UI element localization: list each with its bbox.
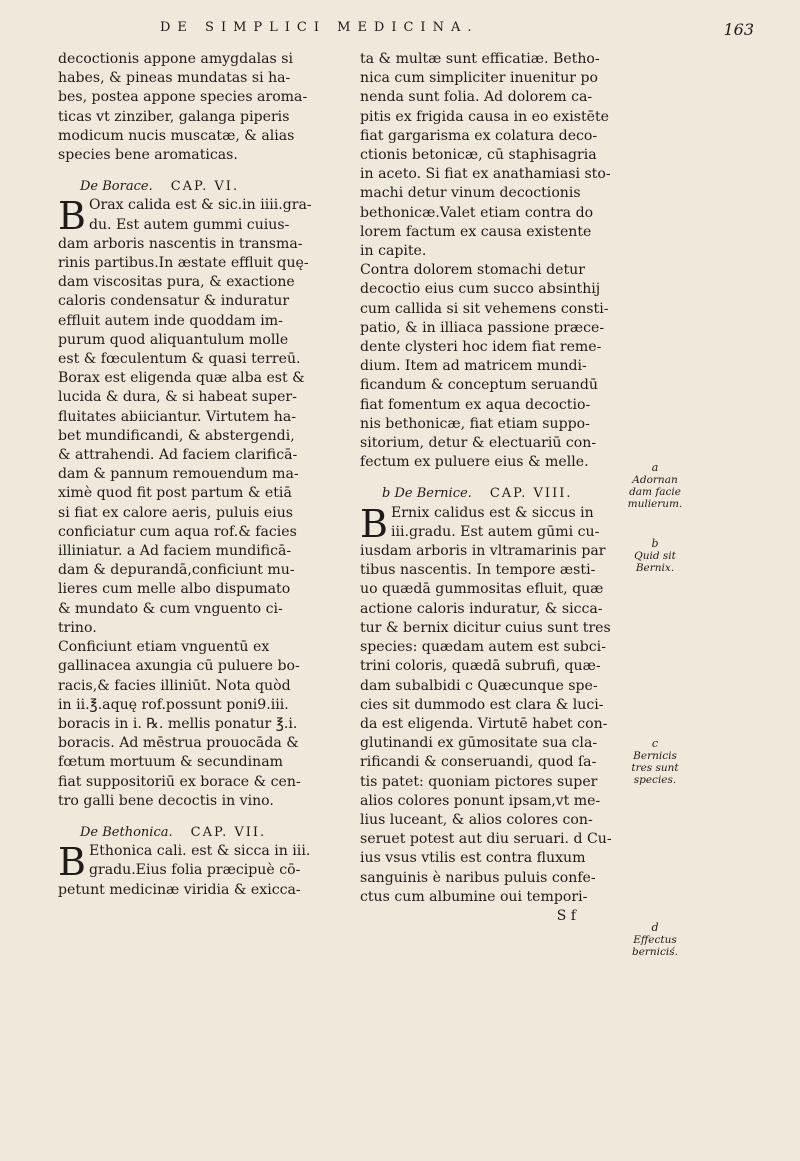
margin-note-letter: a <box>651 461 659 474</box>
text-line: patio, & in illiaca passione præce- <box>360 319 605 336</box>
margin-note-text: Quid sit Bernix. <box>634 550 676 574</box>
text-line: rificandi & conseruandi, quod ſa- <box>360 754 597 771</box>
text-line: bes, postea appone species aroma- <box>58 89 308 106</box>
text-line: fiat gargarisma ex colatura deco- <box>360 127 598 144</box>
intro-paragraph <box>58 50 336 165</box>
text-line: ctus cum albumine oui tempori- <box>360 888 588 905</box>
text-line: tur & bernix dicitur cuius sunt tres <box>360 619 611 636</box>
chapter-text-borax <box>58 235 336 811</box>
margin-note-text: Adornan dam facie mulierum. <box>627 474 683 510</box>
page-number: 163 <box>723 20 754 39</box>
text-line: & mundato & cum vnguento ci- <box>58 600 283 617</box>
text-line: decoctio eius cum succo absinthij <box>360 281 601 298</box>
text-line: boracis in i. ℞. mellis ponatur ℥.i. <box>58 715 298 732</box>
text-line: species bene aromaticas. <box>58 147 238 164</box>
text-line: gallinacea axungia cū puluere bo- <box>58 658 300 675</box>
chapter-text-bernice <box>360 542 616 907</box>
margin-note-text: Bernicis tres sunt species. <box>631 750 679 786</box>
text-line: racis,& facies illiniūt. Nota quòd <box>58 677 291 694</box>
text-line: in capite. <box>360 243 427 260</box>
text-line: gradu.Eius folia præcipuè cō- <box>88 862 301 879</box>
text-line: dam subalbidi c Quæcunque spe- <box>360 677 598 694</box>
text-line: iusdam arboris in vltramarinis par <box>360 543 606 560</box>
text-line: ta & multæ sunt efficatiæ. Betho- <box>360 51 600 67</box>
text-line: iii.gradu. Est autem gūmi cu- <box>390 523 600 540</box>
text-line: nenda sunt folia. Ad dolorem ca- <box>360 89 593 106</box>
text-line: trino. <box>58 619 97 636</box>
text-line: fiat suppositoriū ex borace & cen- <box>58 773 301 790</box>
text-line: Conficiunt etiam vnguentū ex <box>58 639 270 656</box>
text-line: trini coloris, quædā subrufi, quæ- <box>360 658 601 675</box>
text-line: petunt medicinæ viridia & exicca- <box>58 881 301 898</box>
text-line: ctionis betonicæ, cū staphisagria <box>360 147 597 164</box>
chapter-text-bethonica <box>58 881 336 900</box>
margin-note-letter: c <box>651 737 659 750</box>
text-line: est & fœculentum & quasi terreū. <box>58 351 301 368</box>
text-line: dente clysteri hoc idem fiat reme- <box>360 339 602 356</box>
text-line: purum quod aliquantulum molle <box>58 331 289 348</box>
text-line: fectum ex puluere eius & melle. <box>360 454 589 471</box>
text-line: tro galli bene decoctis in vino. <box>58 792 274 809</box>
chapter-number: CAP. VI. <box>170 179 240 195</box>
text-line: ticas vt zinziber, galanga piperis <box>58 108 290 125</box>
left-column <box>58 50 336 900</box>
text-line: modicum nucis muscatæ, & alias <box>58 127 295 144</box>
text-line: actione caloris induratur, & sicca- <box>360 600 603 617</box>
text-line: Borax est eligenda quæ alba est & <box>58 370 305 387</box>
margin-note-d <box>622 922 688 958</box>
text-line: dium. Item ad matricem mundi- <box>360 358 587 375</box>
text-line: tis patet: quoniam pictores super <box>360 773 598 790</box>
text-line: Orax calida est & sic.in iiii.gra- <box>88 197 312 214</box>
text-line: uo quædā gummositas efluit, quæ <box>360 581 604 598</box>
chapter-number: CAP. VIII. <box>489 486 573 502</box>
text-line: alios colores ponunt ipsam,vt me- <box>360 792 601 809</box>
margin-note-letter: b <box>651 537 659 550</box>
margin-note-letter: d <box>651 921 659 934</box>
text-line: machi detur vinum decoctionis <box>360 185 581 202</box>
drop-cap-initial: B <box>58 842 86 881</box>
margin-note-c <box>622 738 688 786</box>
text-line: fœtum mortuum & secundinam <box>58 754 284 771</box>
chapter-heading-bernice <box>360 484 616 503</box>
drop-cap-initial: B <box>58 196 86 235</box>
chapter-letter: b <box>382 486 391 502</box>
text-line: conficiatur cum aqua rof.& facies <box>58 523 297 540</box>
text-line: fiat fomentum ex aqua decoctio- <box>360 396 591 413</box>
text-line: rinis partibus.In æstate effluit quę- <box>58 255 309 272</box>
text-line: dam & pannum remouendum ma- <box>58 466 299 483</box>
text-line: dam arboris nascentis in transma- <box>58 235 303 252</box>
text-line: boracis. Ad mēstrua prouocāda & <box>58 735 299 752</box>
text-line: lorem factum ex causa existente <box>360 223 592 240</box>
text-line: nica cum simpliciter inuenitur po <box>360 70 598 87</box>
text-line: ficandum & conceptum seruandū <box>360 377 599 394</box>
text-line: illiniatur. a Ad faciem mundificā- <box>58 543 292 560</box>
chapter-title: De Borace. <box>80 179 153 195</box>
chapter-text-bethonica-cont <box>360 50 616 472</box>
text-line: decoctionis appone amygdalas si <box>58 51 293 67</box>
text-line: in aceto. Si fiat ex anathamiasi sto- <box>360 166 611 183</box>
text-line: cum callida si sit vehemens consti- <box>360 300 609 317</box>
text-line: in ii.℥.aquę rof.possunt poni9.iii. <box>58 696 289 713</box>
drop-cap-block <box>58 842 336 880</box>
right-column <box>360 50 616 926</box>
text-line: bet mundificandi, & abstergendi, <box>58 427 295 444</box>
catchword: S f <box>556 907 576 924</box>
text-line: glutinandi ex gūmositate sua cla- <box>360 735 598 752</box>
text-line: sanguinis è naribus puluis confe- <box>360 869 596 886</box>
text-line: lius luceant, & alios colores con- <box>360 811 593 828</box>
chapter-number: CAP. VII. <box>190 824 267 840</box>
chapter-title: De Bethonica. <box>80 824 173 840</box>
text-line: lucida & dura, & si habeat super- <box>58 389 297 406</box>
text-line: tibus nascentis. In tempore æsti- <box>360 562 596 579</box>
text-line: caloris condensatur & induratur <box>58 293 290 310</box>
text-line: sitorium, detur & electuariū con- <box>360 435 597 452</box>
text-line: habes, & pineas mundatas si ha- <box>58 70 291 87</box>
text-line: du. Est autem gummi cuius- <box>88 216 290 233</box>
margin-note-a <box>622 462 688 510</box>
drop-cap-block <box>360 504 616 542</box>
drop-cap-block <box>58 196 336 234</box>
text-line: Contra dolorem stomachi detur <box>360 262 585 279</box>
drop-cap-initial: B <box>360 503 388 543</box>
text-line: cies sit dummodo est clara & luci- <box>360 696 604 713</box>
text-line: Ethonica cali. est & sicca in iii. <box>88 843 311 860</box>
text-line: lieres cum melle albo dispumato <box>58 581 291 598</box>
text-line: si fiat ex calore aeris, puluis eius <box>58 504 294 521</box>
text-line: Ernix calidus est & siccus in <box>390 504 594 521</box>
chapter-heading-bethonica <box>58 823 336 842</box>
chapter-title: De Bernice. <box>394 486 472 502</box>
chapter-heading-borax <box>58 177 336 196</box>
text-line: & attrahendi. Ad faciem clarificā- <box>58 447 298 464</box>
text-line: ximè quod fit post partum & etiā <box>58 485 292 502</box>
text-line: pitis ex frigida causa in eo existēte <box>360 108 609 125</box>
text-line: da est eligenda. Virtutē habet con- <box>360 715 608 732</box>
page-header <box>0 14 800 44</box>
text-line: bethonicæ.Valet etiam contra do <box>360 204 594 221</box>
text-line: ius vsus vtilis est contra fluxum <box>360 850 586 867</box>
margin-note-b <box>622 538 688 574</box>
text-line: dam & depurandā,conficiunt mu- <box>58 562 295 579</box>
text-line: nis bethonicæ, fiat etiam suppo- <box>360 415 590 432</box>
text-line: seruet potest aut diu seruari. d Cu- <box>360 831 612 848</box>
text-line: fluitates abiiciantur. Virtutem ha- <box>58 408 296 425</box>
margin-note-text: Effectus berniciś. <box>631 934 679 958</box>
text-line: dam viscositas pura, & exactione <box>58 274 295 291</box>
text-line: species: quædam autem est subci- <box>360 639 606 656</box>
text-line: effluit autem inde quoddam im- <box>58 312 283 329</box>
running-title: DE SIMPLICI MEDICINA. <box>160 20 479 35</box>
